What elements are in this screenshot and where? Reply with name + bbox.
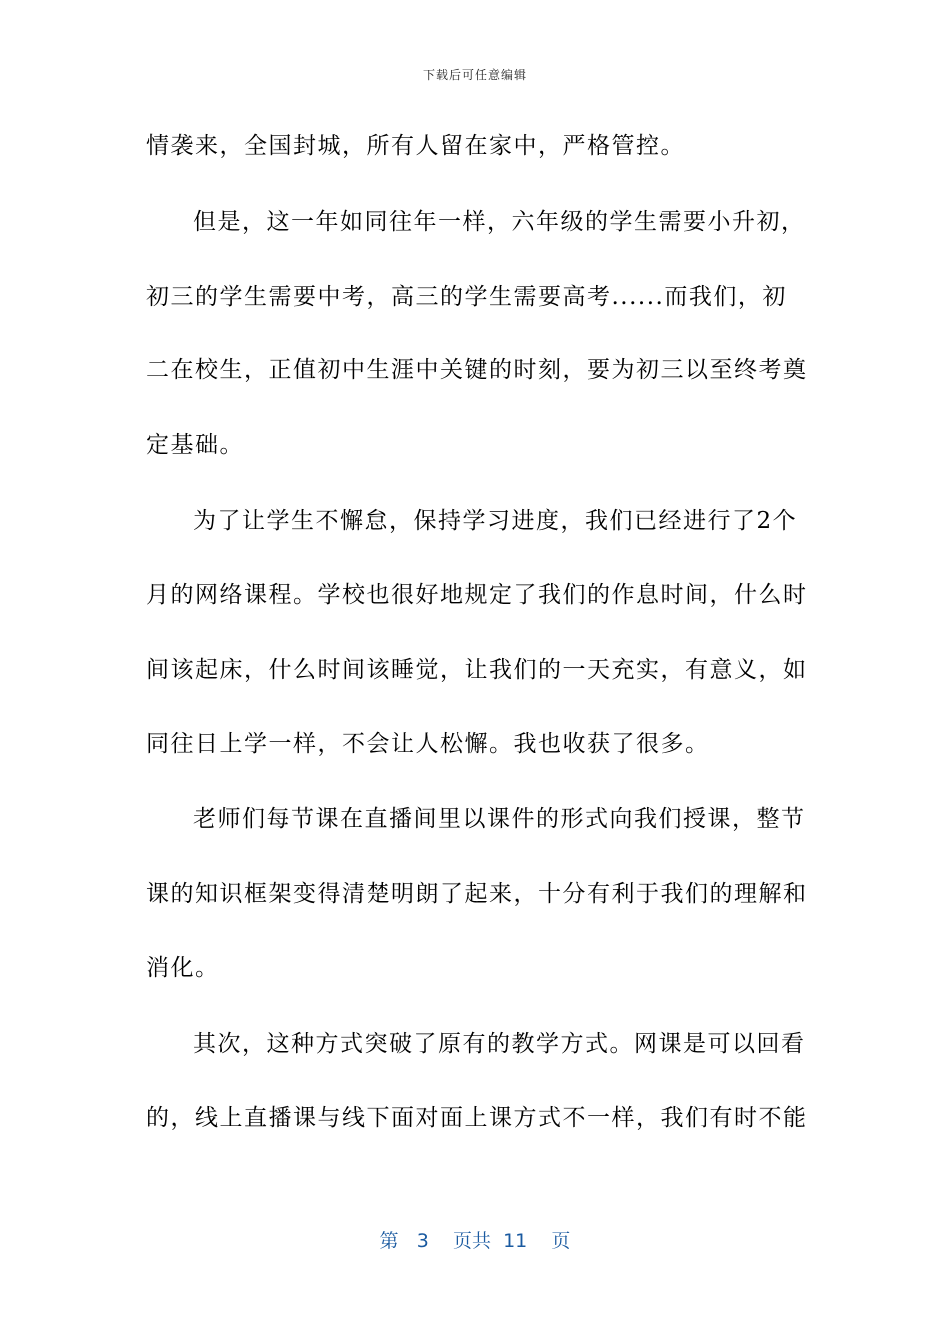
text-line: 间该起床，什么时间该睡觉，让我们的一天充实，有意义，如 <box>146 657 808 683</box>
text-line: 同往日上学一样，不会让人松懈。我也收获了很多。 <box>146 731 710 757</box>
text-line: 情袭来，全国封城，所有人留在家中，严格管控。 <box>146 133 685 159</box>
page-footer <box>0 1226 950 1253</box>
text-line: 课的知识框架变得清楚明朗了起来，十分有利于我们的理解和 <box>146 881 808 907</box>
footer-prefix: 第 <box>379 1230 399 1252</box>
text-line: 的，线上直播课与线下面对面上课方式不一样，我们有时不能 <box>146 1105 808 1131</box>
text-line: 月的网络课程。学校也很好地规定了我们的作息时间，什么时 <box>146 582 808 608</box>
footer-total-pages: 11 <box>503 1230 528 1252</box>
text-line: 定基础。 <box>146 432 244 458</box>
text-line: 但是，这一年如同往年一样，六年级的学生需要小升初， <box>193 209 806 235</box>
text-line: 消化。 <box>146 955 220 981</box>
text-line: 初三的学生需要中考，高三的学生需要高考......而我们，初 <box>146 284 787 310</box>
page-header: 下载后可任意编辑 <box>422 68 527 82</box>
text-line: 其次，这种方式突破了原有的教学方式。网课是可以回看 <box>193 1031 806 1057</box>
footer-current-page: 3 <box>416 1230 429 1252</box>
footer-suffix: 页 <box>551 1230 571 1252</box>
text-line: 二在校生，正值初中生涯中关键的时刻，要为初三以至终考奠 <box>146 357 808 383</box>
text-line: 为了让学生不懈怠，保持学习进度，我们已经进行了2个 <box>193 508 798 534</box>
text-line: 老师们每节课在直播间里以课件的形式向我们授课，整节 <box>193 806 806 832</box>
footer-middle: 页共 <box>452 1230 491 1252</box>
